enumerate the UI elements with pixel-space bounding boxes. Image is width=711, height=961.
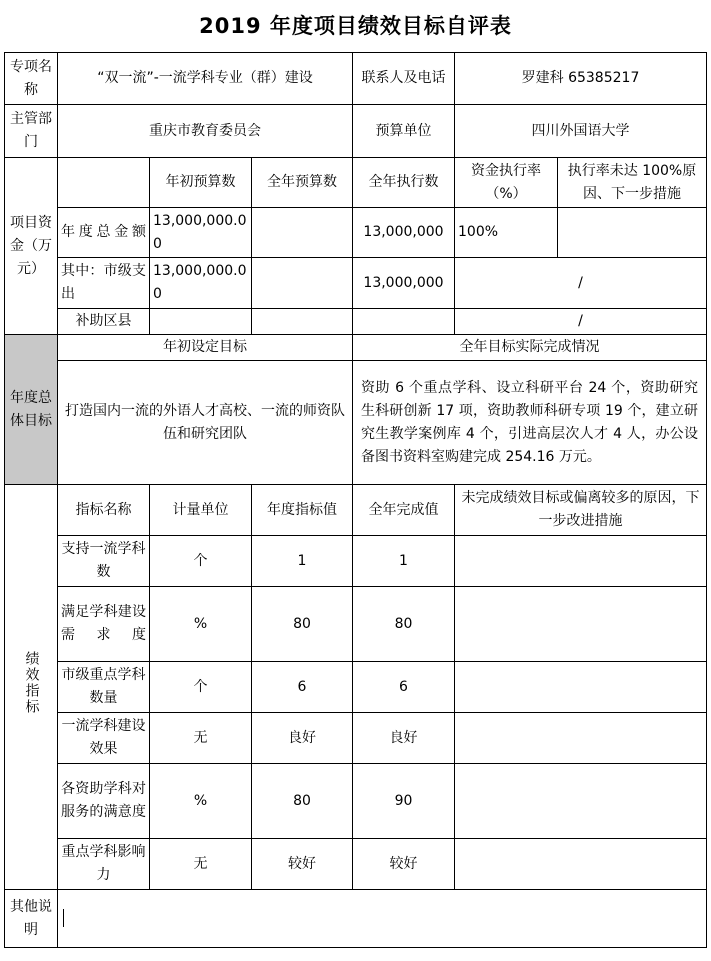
other-label: 其他说明 bbox=[5, 890, 58, 948]
funds-row-initial: 13,000,000.00 bbox=[150, 208, 252, 258]
table-row bbox=[5, 662, 707, 713]
ind-actual: 90 bbox=[353, 764, 455, 839]
ind-header-unit: 计量单位 bbox=[150, 485, 252, 536]
funds-label: 项目资金（万元） bbox=[5, 158, 58, 335]
goal-actual-text: 资助 6 个重点学科、设立科研平台 24 个，资助研究生科研创新 17 项，资助教师科研专项 19 个，建立研究生教学案例库 4 个，引进高层次人才 4 人，办公设备图书资料室购建完成 254.16 万元。 bbox=[353, 361, 707, 485]
ind-reason bbox=[455, 764, 707, 839]
ind-name: 一流学科建设效果 bbox=[58, 713, 150, 764]
project-name-label: 专项名称 bbox=[5, 53, 58, 105]
budget-unit-value: 四川外国语大学 bbox=[455, 105, 707, 158]
ind-unit: 无 bbox=[150, 713, 252, 764]
ind-unit: % bbox=[150, 587, 252, 662]
dept-label: 主管部门 bbox=[5, 105, 58, 158]
ind-actual: 较好 bbox=[353, 839, 455, 890]
project-name-value: “双一流”-一流学科专业（群）建设 bbox=[58, 53, 353, 105]
table-row bbox=[5, 839, 707, 890]
ind-unit: 个 bbox=[150, 536, 252, 587]
ind-target: 80 bbox=[252, 764, 353, 839]
funds-row-full-year bbox=[252, 208, 353, 258]
funds-row-rate: 100% bbox=[455, 208, 558, 258]
ind-actual: 6 bbox=[353, 662, 455, 713]
ind-name: 各资助学科对服务的满意度 bbox=[58, 764, 150, 839]
ind-target: 1 bbox=[252, 536, 353, 587]
funds-header-initial: 年初预算数 bbox=[150, 158, 252, 208]
goal-set-header: 年初设定目标 bbox=[58, 335, 353, 361]
goal-set-text: 打造国内一流的外语人才高校、一流的师资队伍和研究团队 bbox=[58, 361, 353, 485]
ind-name: 满足学科建设需求度 bbox=[58, 587, 150, 662]
funds-row-label: 年度总金额 bbox=[58, 208, 150, 258]
funds-row-initial: 13,000,000.00 bbox=[150, 258, 252, 309]
ind-header-name: 指标名称 bbox=[58, 485, 150, 536]
ind-target: 良好 bbox=[252, 713, 353, 764]
ind-name: 重点学科影响力 bbox=[58, 839, 150, 890]
table-row bbox=[5, 713, 707, 764]
ind-target: 80 bbox=[252, 587, 353, 662]
ind-actual: 良好 bbox=[353, 713, 455, 764]
funds-row-full-year bbox=[252, 309, 353, 335]
ind-target: 较好 bbox=[252, 839, 353, 890]
funds-row-initial bbox=[150, 309, 252, 335]
annual-goal-label: 年度总体目标 bbox=[5, 335, 58, 485]
funds-header-rate: 资金执行率（%） bbox=[455, 158, 558, 208]
page-title: 2019 年度项目绩效目标自评表 bbox=[199, 14, 512, 38]
ind-target: 6 bbox=[252, 662, 353, 713]
ind-actual: 80 bbox=[353, 587, 455, 662]
text-cursor bbox=[63, 909, 64, 927]
funds-row-executed: 13,000,000 bbox=[353, 258, 455, 309]
ind-reason bbox=[455, 839, 707, 890]
ind-header-reason: 未完成绩效目标或偏离较多的原因，下一步改进措施 bbox=[455, 485, 707, 536]
table-row bbox=[5, 536, 707, 587]
ind-header-target: 年度指标值 bbox=[252, 485, 353, 536]
ind-header-actual: 全年完成值 bbox=[353, 485, 455, 536]
ind-reason bbox=[455, 536, 707, 587]
ind-actual: 1 bbox=[353, 536, 455, 587]
contact-value: 罗建科 65385217 bbox=[455, 53, 707, 105]
ind-name: 市级重点学科数量 bbox=[58, 662, 150, 713]
funds-row-slash: / bbox=[455, 258, 707, 309]
self-evaluation-table bbox=[4, 52, 707, 948]
funds-row-executed: 13,000,000 bbox=[353, 208, 455, 258]
ind-reason bbox=[455, 713, 707, 764]
funds-row-reason bbox=[558, 208, 707, 258]
ind-reason bbox=[455, 662, 707, 713]
ind-unit: 无 bbox=[150, 839, 252, 890]
funds-header-empty bbox=[58, 158, 150, 208]
funds-row-label: 其中：市级支出 bbox=[58, 258, 150, 309]
funds-header-executed: 全年执行数 bbox=[353, 158, 455, 208]
goal-actual-header: 全年目标实际完成情况 bbox=[353, 335, 707, 361]
budget-unit-label: 预算单位 bbox=[353, 105, 455, 158]
ind-unit: % bbox=[150, 764, 252, 839]
ind-unit: 个 bbox=[150, 662, 252, 713]
funds-row-executed bbox=[353, 309, 455, 335]
contact-label: 联系人及电话 bbox=[353, 53, 455, 105]
funds-row-label: 补助区县 bbox=[58, 309, 150, 335]
funds-header-full-year: 全年预算数 bbox=[252, 158, 353, 208]
ind-name: 支持一流学科数 bbox=[58, 536, 150, 587]
funds-row-full-year bbox=[252, 258, 353, 309]
ind-reason bbox=[455, 587, 707, 662]
indicators-label-text: 绩效指标 bbox=[23, 651, 40, 715]
other-notes-field[interactable] bbox=[58, 890, 707, 948]
funds-row-slash: / bbox=[455, 309, 707, 335]
table-row bbox=[5, 764, 707, 839]
dept-value: 重庆市教育委员会 bbox=[58, 105, 353, 158]
table-row bbox=[5, 587, 707, 662]
funds-header-reason: 执行率未达 100%原因、下一步措施 bbox=[558, 158, 707, 208]
indicators-label bbox=[5, 485, 58, 890]
